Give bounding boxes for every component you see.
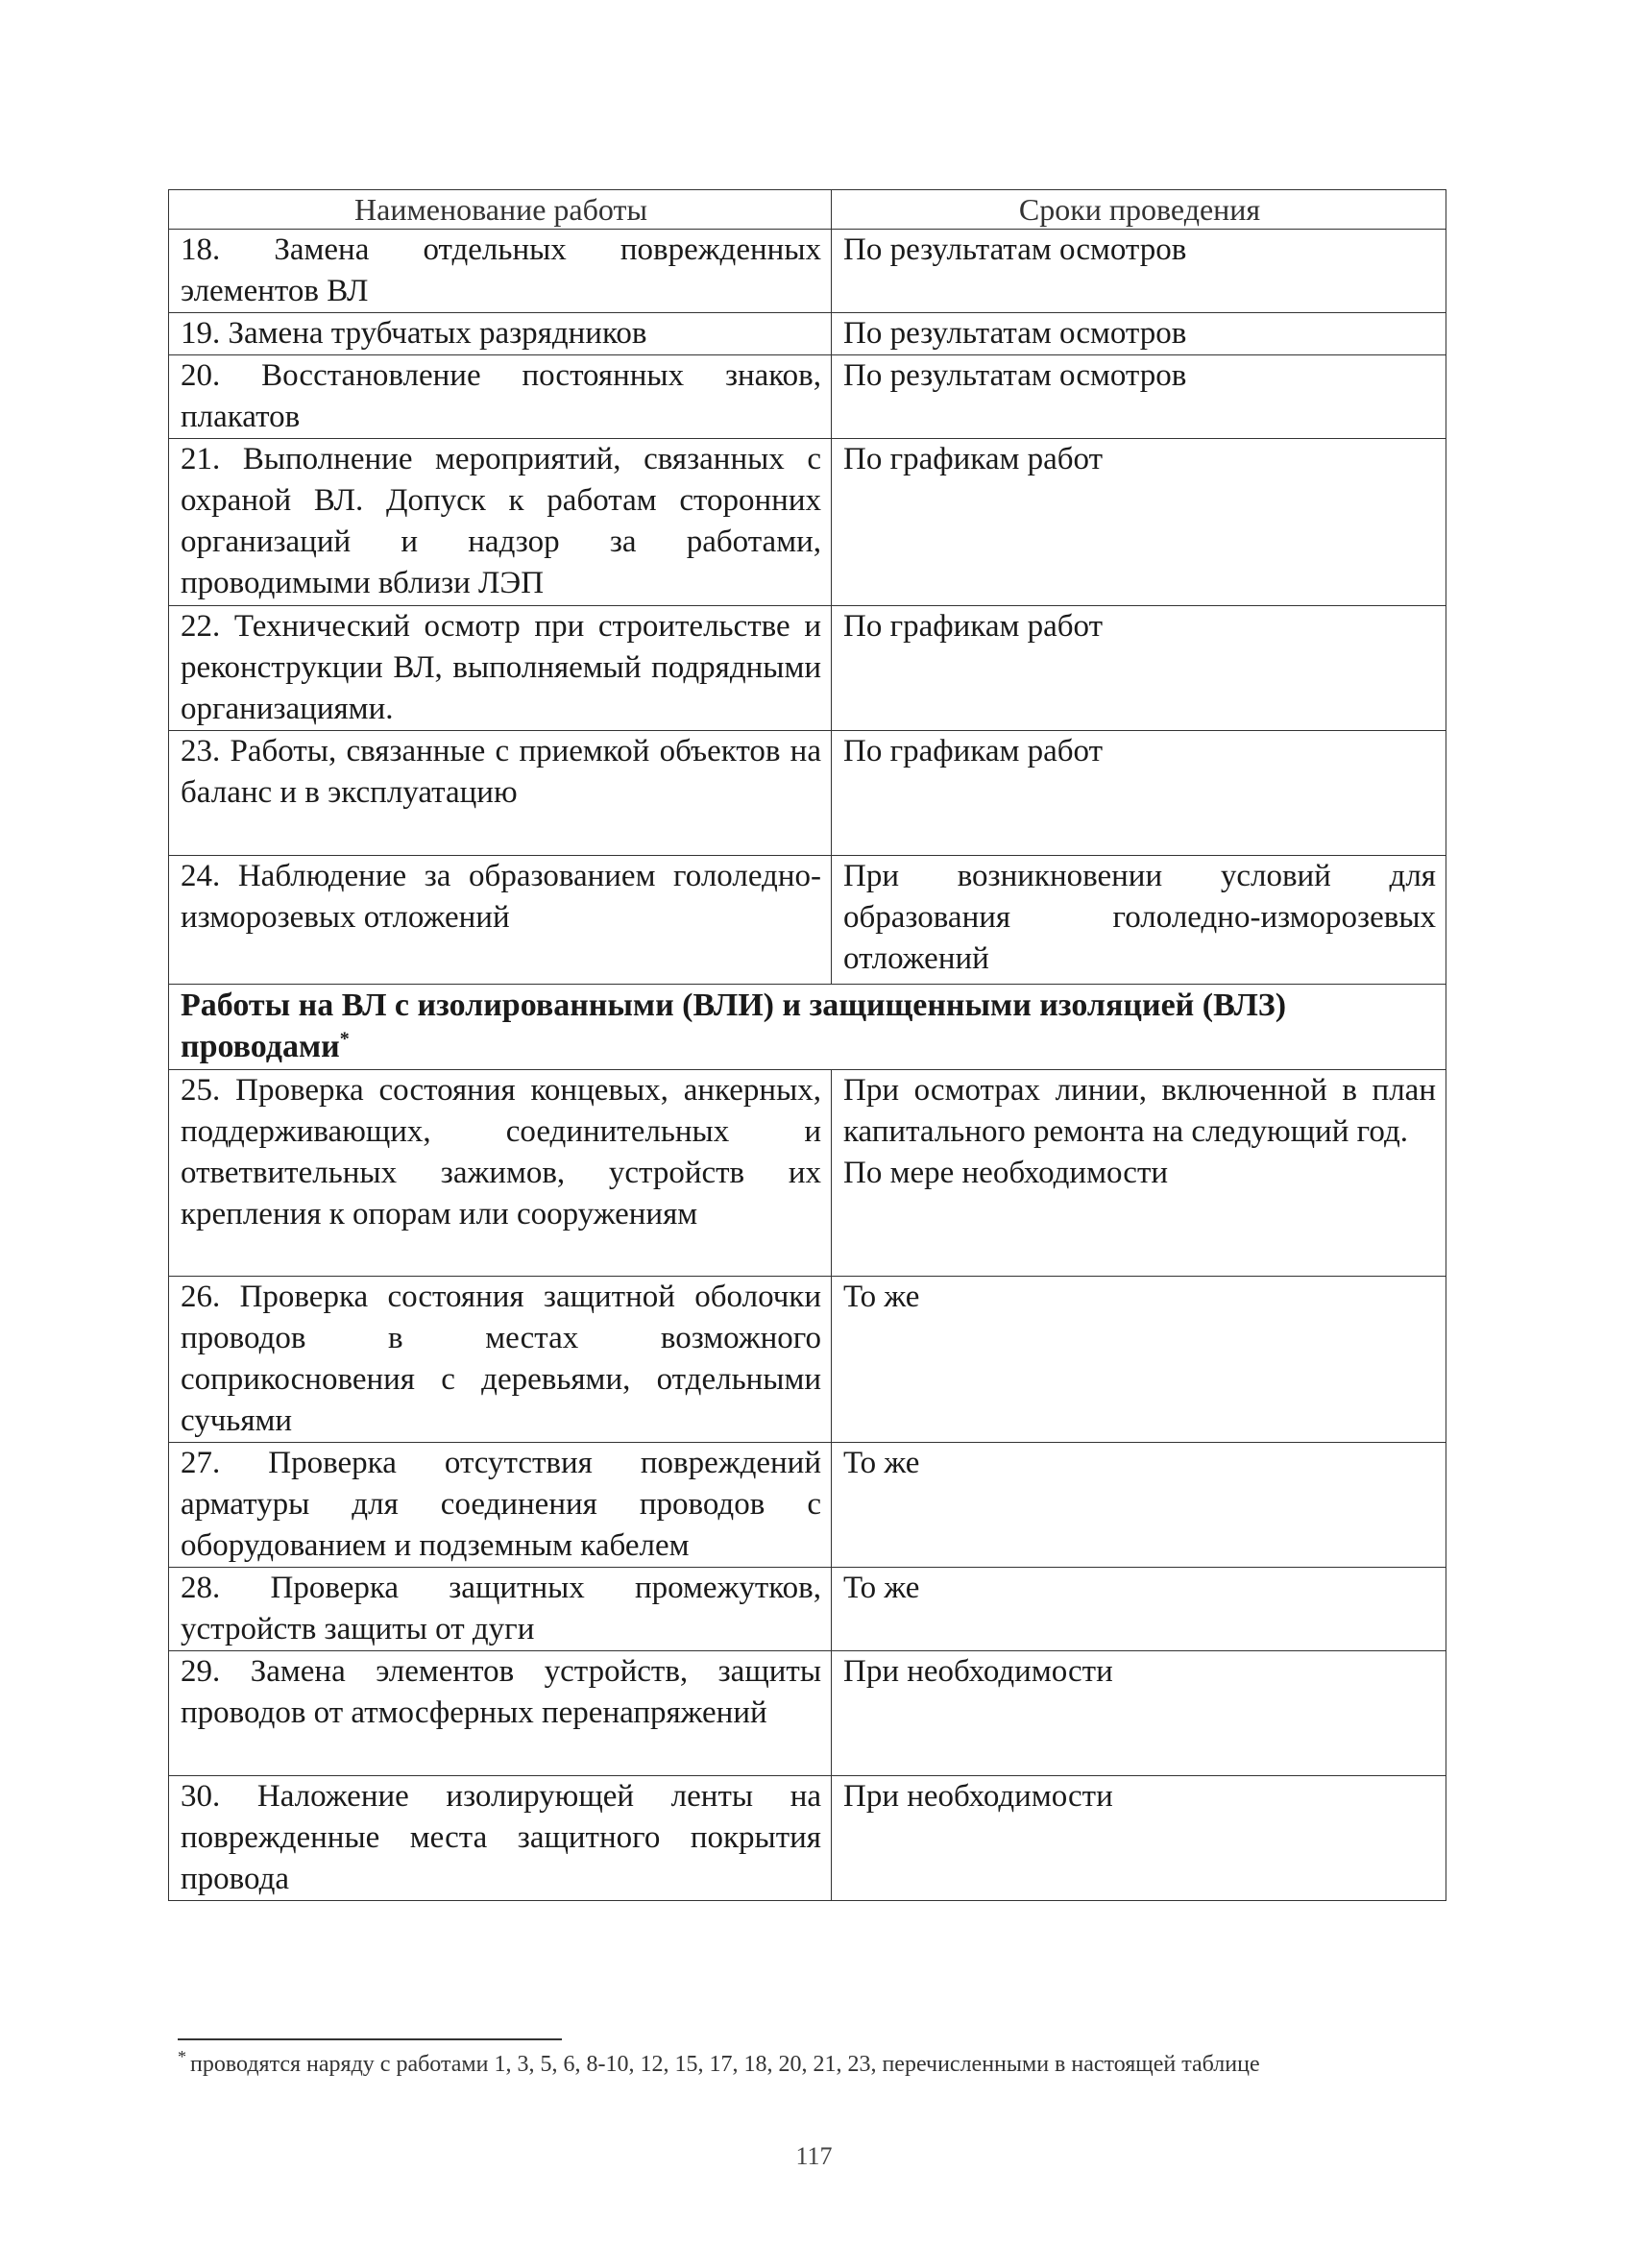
table-row (169, 856, 1446, 985)
footnote-divider (178, 2038, 562, 2040)
work-cell: 23. Работы, связанные с приемкой объектов на баланс и в эксплуатацию (169, 731, 832, 856)
footnote-text: проводятся наряду с работами 1, 3, 5, 6, 8-10, 12, 15, 17, 18, 20, 21, 23, перечисленными в настоящей таблице (190, 2052, 1260, 2077)
work-cell: 18. Замена отдельных поврежденных элементов ВЛ (169, 230, 832, 313)
section-title: Работы на ВЛ с изолированными (ВЛИ) и защищенными изоляцией (ВЛЗ) проводами (181, 988, 1287, 1064)
table-header-row (169, 190, 1446, 230)
terms-cell: То же (832, 1277, 1446, 1443)
table-row (169, 313, 1446, 355)
work-cell: 22. Технический осмотр при строительстве и реконструкции ВЛ, выполняемый подрядными организациями. (169, 606, 832, 731)
work-cell: 21. Выполнение мероприятий, связанных с охраной ВЛ. Допуск к работам сторонних организаций и надзор за работами, проводимыми вблизи ЛЭП (169, 439, 832, 606)
work-cell: 28. Проверка защитных промежутков, устройств защиты от дуги (169, 1568, 832, 1651)
terms-cell: По графикам работ (832, 439, 1446, 606)
terms-cell: При необходимости (832, 1651, 1446, 1776)
header-work-name: Наименование работы (169, 190, 832, 230)
table-row (169, 1651, 1446, 1776)
table-row (169, 731, 1446, 856)
section-heading-row (169, 985, 1446, 1070)
footnote (178, 2047, 1426, 2079)
terms-cell: То же (832, 1568, 1446, 1651)
work-cell: 25. Проверка состояния концевых, анкерных, поддерживающих, соединительных и ответвительных зажимов, устройств их крепления к опорам или сооружениям (169, 1070, 832, 1277)
page-number: 117 (795, 2142, 833, 2170)
terms-cell: При возникновении условий для образования гололедно-изморозевых отложений (832, 856, 1446, 985)
work-cell: 27. Проверка отсутствия повреждений арматуры для соединения проводов с оборудованием и подземным кабелем (169, 1443, 832, 1568)
table-row (169, 1070, 1446, 1277)
terms-cell: При осмотрах линии, включенной в план капитального ремонта на следующий год. По мере необходимости (832, 1070, 1446, 1277)
terms-cell: По графикам работ (832, 606, 1446, 731)
terms-cell: По результатам осмотров (832, 230, 1446, 313)
table-row (169, 606, 1446, 731)
terms-cell: По результатам осмотров (832, 313, 1446, 355)
work-cell: 20. Восстановление постоянных знаков, плакатов (169, 355, 832, 439)
section-heading (169, 985, 1446, 1070)
work-cell: 24. Наблюдение за образованием гололедно-изморозевых отложений (169, 856, 832, 985)
terms-cell: По графикам работ (832, 731, 1446, 856)
table-row (169, 1443, 1446, 1568)
work-cell: 29. Замена элементов устройств, защиты проводов от атмосферных перенапряжений (169, 1651, 832, 1776)
work-cell: 26. Проверка состояния защитной оболочки проводов в местах возможного соприкосновения с деревьями, отдельными сучьями (169, 1277, 832, 1443)
work-cell: 19. Замена трубчатых разрядников (169, 313, 832, 355)
section-footnote-marker: * (339, 1028, 350, 1050)
table-row (169, 230, 1446, 313)
terms-cell: По результатам осмотров (832, 355, 1446, 439)
terms-cell: При необходимости (832, 1776, 1446, 1901)
terms-cell: То же (832, 1443, 1446, 1568)
works-table (168, 189, 1446, 1901)
table-row (169, 1568, 1446, 1651)
table-row (169, 355, 1446, 439)
table-row (169, 1776, 1446, 1901)
table-row (169, 439, 1446, 606)
header-terms: Сроки проведения (832, 190, 1446, 230)
work-cell: 30. Наложение изолирующей ленты на поврежденные места защитного покрытия провода (169, 1776, 832, 1901)
table-row (169, 1277, 1446, 1443)
footnote-marker: * (178, 2047, 186, 2066)
